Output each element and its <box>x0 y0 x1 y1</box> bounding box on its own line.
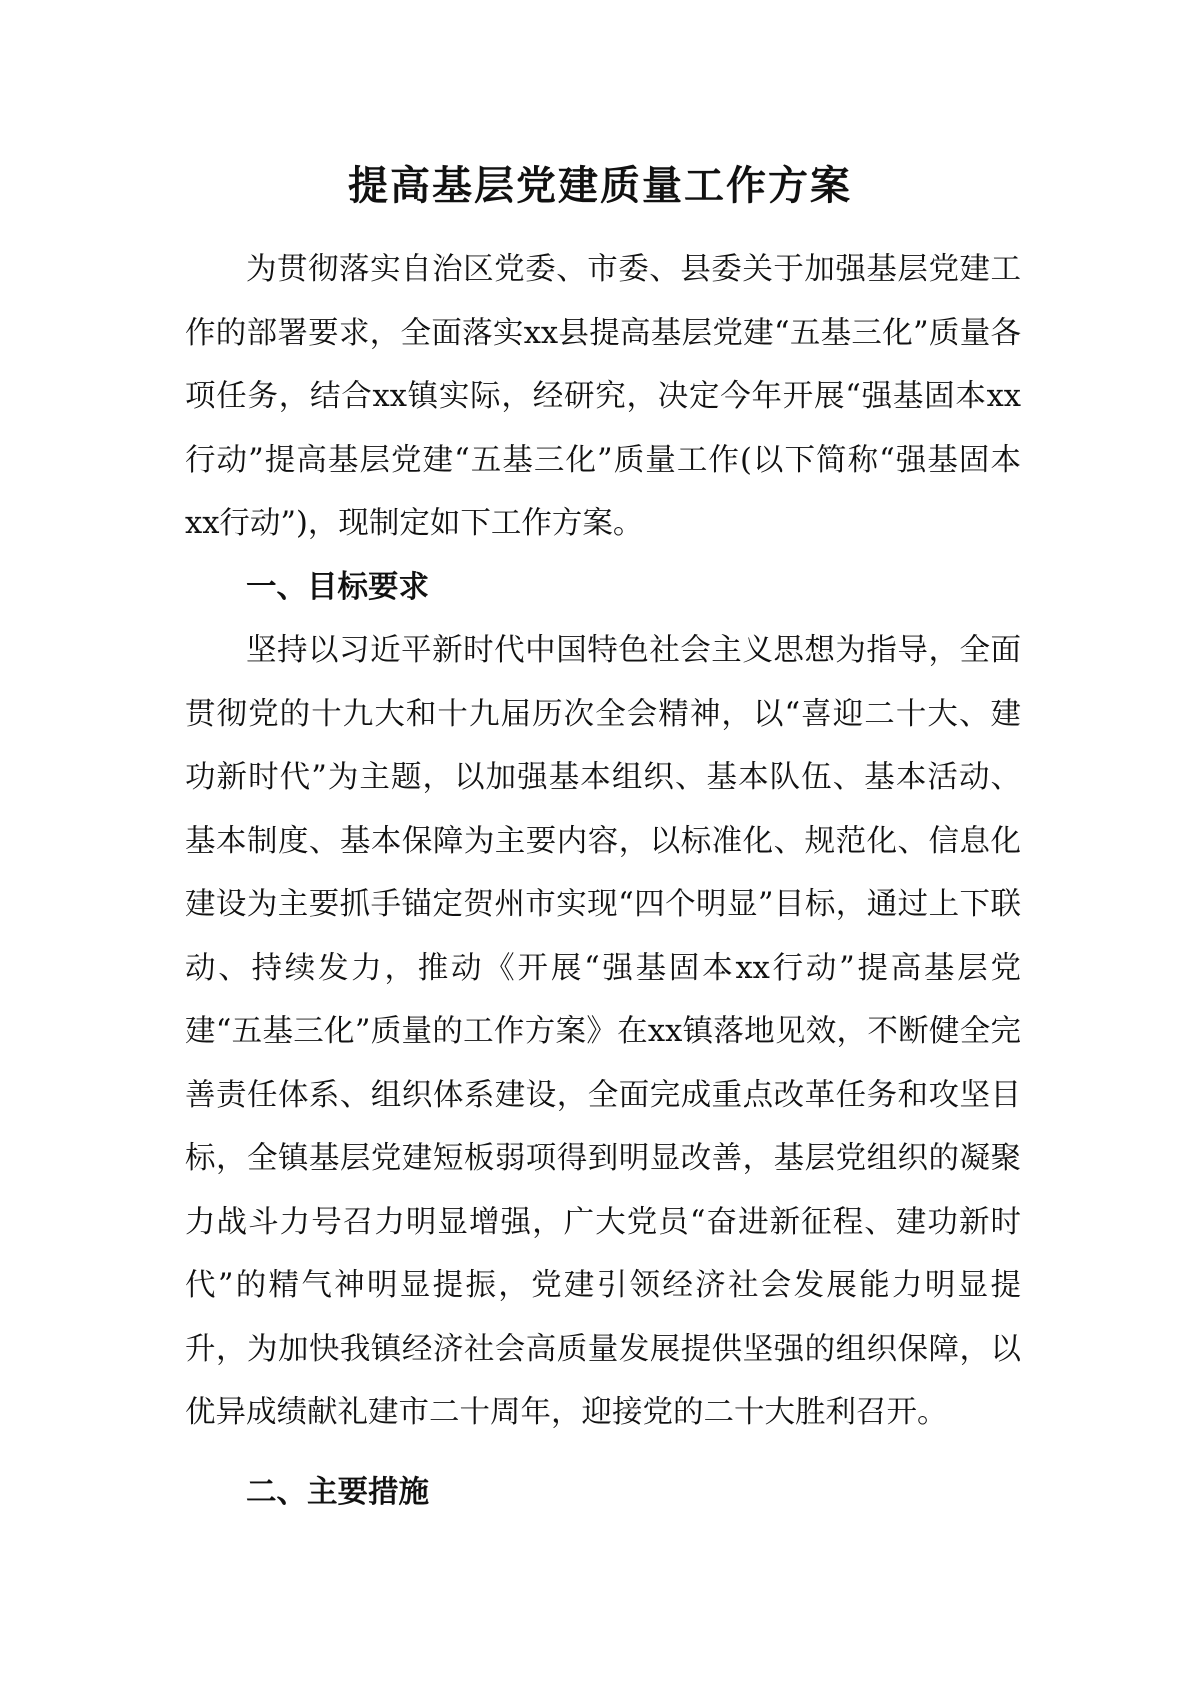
intro-paragraph: 为贯彻落实自治区党委、市委、县委关于加强基层党建工作的部署要求，全面落实xx县提高基层党建“五基三化”质量各项任务，结合xx镇实际，经研究，决定今年开展“强基固本xx行动”提高基层党建“五基三化”质量工作(以下简称“强基固本xx行动”)，现制定如下工作方案。 <box>185 252 1021 541</box>
document-body <box>185 238 1021 1524</box>
section-paragraph-goals: 坚持以习近平新时代中国特色社会主义思想为指导，全面贯彻党的十九大和十九届历次全会精神，以“喜迎二十大、建功新时代”为主题，以加强基本组织、基本队伍、基本活动、基本制度、基本保障为主要内容，以标准化、规范化、信息化建设为主要抓手锚定贺州市实现“四个明显”目标，通过上下联动、持续发力，推动《开展“强基固本xx行动”提高基层党建“五基三化”质量的工作方案》在xx镇落地见效，不断健全完善责任体系、组织体系建设，全面完成重点改革任务和攻坚目标，全镇基层党建短板弱项得到明显改善，基层党组织的凝聚力战斗力号召力明显增强，广大党员“奋进新征程、建功新时代”的精气神明显提振，党建引领经济社会发展能力明显提升，为加快我镇经济社会高质量发展提供坚强的组织保障，以优异成绩献礼建市二十周年，迎接党的二十大胜利召开。 <box>185 633 1021 1430</box>
document-title: 提高基层党建质量工作方案 <box>348 163 852 209</box>
section-heading-measures: 二、主要措施 <box>246 1474 429 1510</box>
section-heading-goals: 一、目标要求 <box>246 569 429 605</box>
